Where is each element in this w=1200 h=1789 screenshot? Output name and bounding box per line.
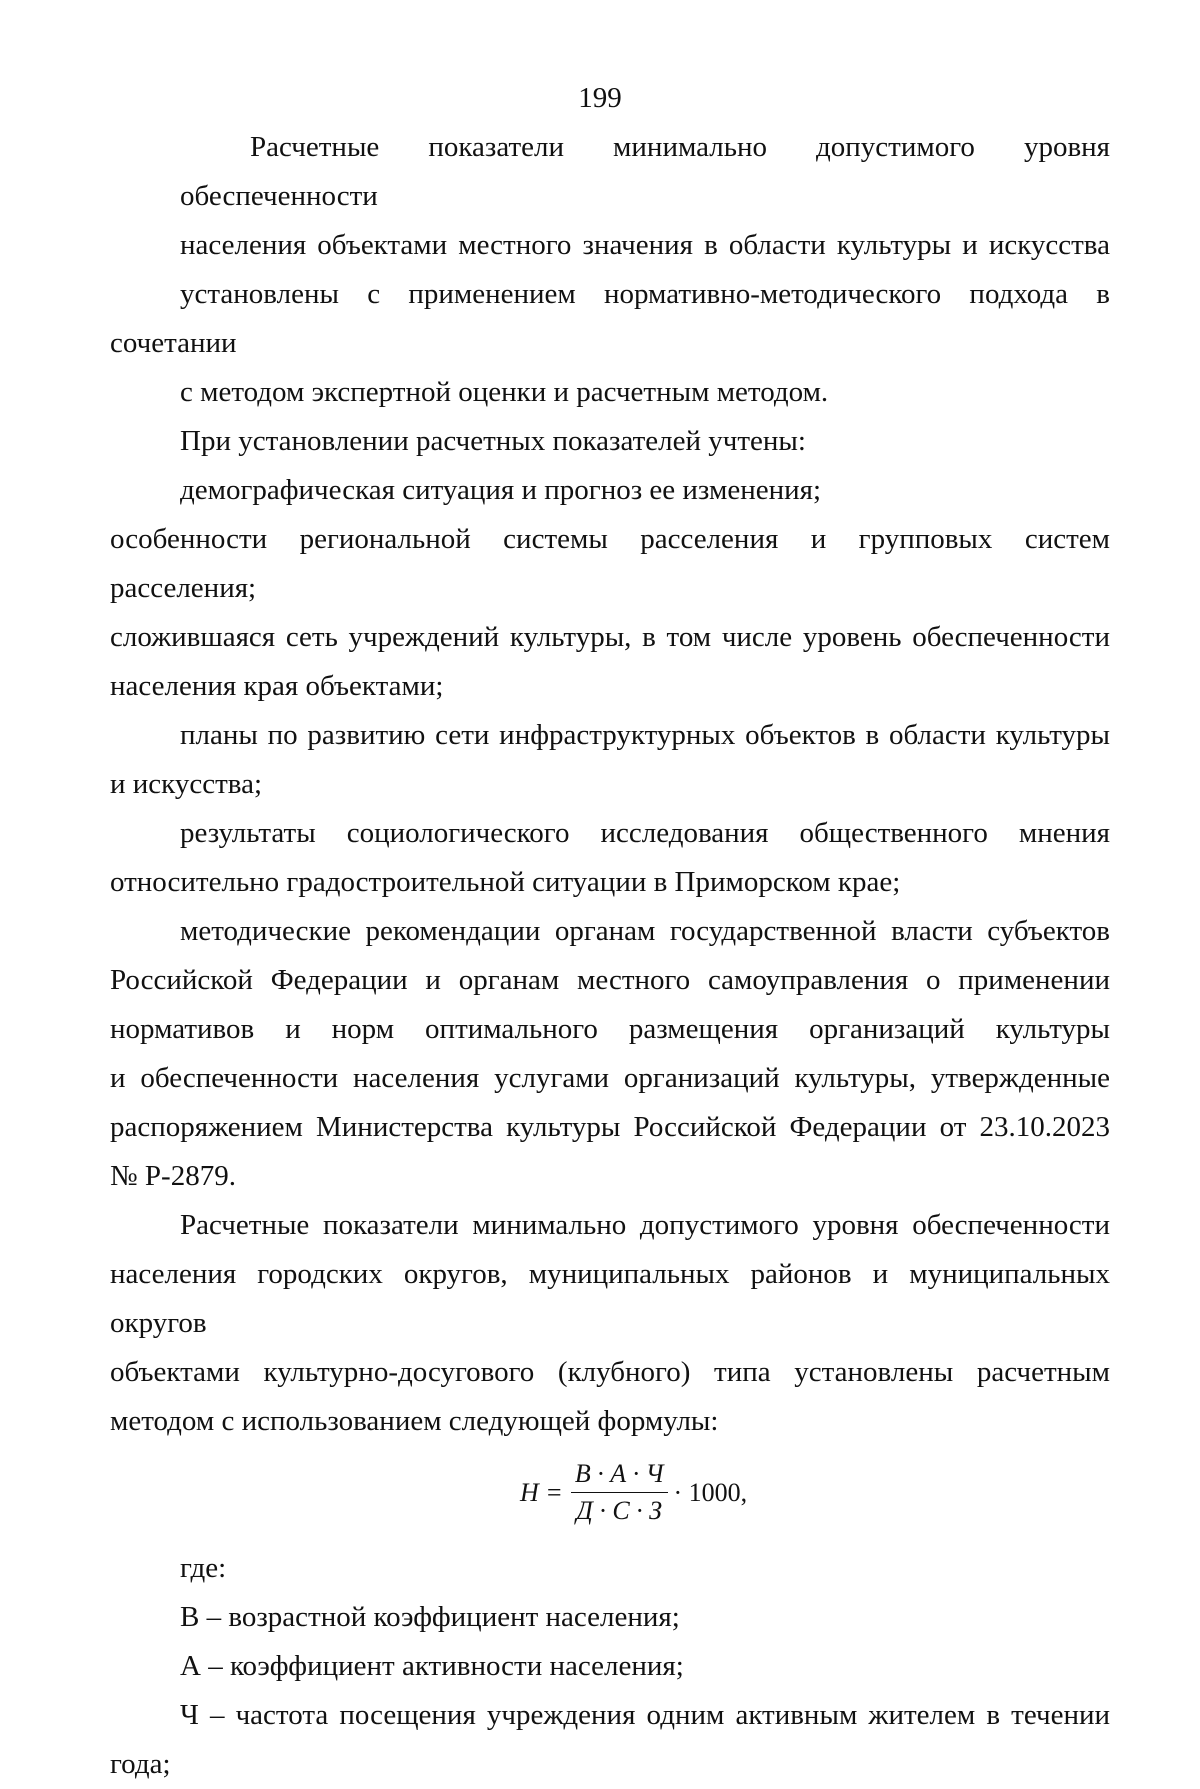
list-item-recommendations bbox=[110, 907, 1110, 1201]
text-line: с методом экспертной оценки и расчетным методом. bbox=[180, 376, 829, 408]
text-line: объектами культурно-досугового (клубного) типа установлены расчетным bbox=[110, 1356, 1110, 1388]
paragraph-formula-intro bbox=[110, 1201, 1110, 1446]
formula bbox=[110, 1450, 1110, 1540]
paragraph-methods bbox=[110, 123, 1110, 417]
formula-expression bbox=[520, 1458, 747, 1527]
paragraph-considered bbox=[110, 417, 1110, 466]
text-line: населения края объектами; bbox=[110, 670, 444, 702]
text-line: Расчетные показатели минимально допустимого уровня обеспеченности bbox=[180, 1209, 1110, 1241]
list-item-survey bbox=[110, 809, 1110, 907]
text-line: При установлении расчетных показателей учтены: bbox=[180, 425, 806, 457]
formula-rhs: · 1000, bbox=[673, 1478, 748, 1507]
legend-item-ch bbox=[110, 1691, 1110, 1789]
text-line: сложившаяся сеть учреждений культуры, в том числе уровень обеспеченности bbox=[110, 621, 1110, 653]
legend-item-b bbox=[110, 1593, 1110, 1642]
text-line: и искусства; bbox=[110, 768, 262, 800]
text-line: где: bbox=[180, 1552, 227, 1584]
text-line: Расчетные показатели минимально допустимого уровня обеспеченности bbox=[180, 131, 1110, 212]
text-line: распоряжением Министерства культуры Российской Федерации от 23.10.2023 bbox=[110, 1111, 1110, 1143]
formula-denominator: Д · С · З bbox=[576, 1496, 663, 1525]
text-line: методические рекомендации органам государственной власти субъектов bbox=[180, 915, 1110, 947]
list-item-demography bbox=[110, 466, 1110, 515]
text-line: В – возрастной коэффициент населения; bbox=[180, 1601, 680, 1633]
formula-numerator: В · А · Ч bbox=[571, 1458, 668, 1493]
text-line: Российской Федерации и органам местного самоуправления о применении bbox=[110, 964, 1110, 996]
list-item-settlement bbox=[110, 515, 1110, 613]
text-line: Ч – частота посещения учреждения одним активным жителем в течении bbox=[180, 1699, 1110, 1731]
formula-fraction bbox=[571, 1458, 668, 1527]
text-line: населения городских округов, муниципальных районов и муниципальных округов bbox=[110, 1258, 1110, 1339]
text-line: и обеспеченности населения услугами организаций культуры, утвержденные bbox=[110, 1062, 1110, 1094]
text-line: планы по развитию сети инфраструктурных объектов в области культуры bbox=[180, 719, 1110, 751]
formula-lhs: Н = bbox=[520, 1478, 563, 1507]
text-line: нормативов и норм оптимального размещения организаций культуры bbox=[110, 1013, 1110, 1045]
text-line: результаты социологического исследования общественного мнения bbox=[180, 817, 1110, 849]
document-body bbox=[110, 123, 1110, 1789]
text-line: года; bbox=[110, 1748, 171, 1780]
page-number: 199 bbox=[578, 82, 622, 114]
legend-item-a bbox=[110, 1642, 1110, 1691]
text-line: установлены с применением нормативно-методического подхода в сочетании bbox=[110, 278, 1110, 359]
text-line: населения объектами местного значения в области культуры и искусства bbox=[180, 229, 1110, 261]
text-line: А – коэффициент активности населения; bbox=[180, 1650, 684, 1682]
text-line: относительно градостроительной ситуации в Приморском крае; bbox=[110, 866, 901, 898]
list-item-plans bbox=[110, 711, 1110, 809]
text-line: демографическая ситуация и прогноз ее изменения; bbox=[180, 474, 822, 506]
text-line: № Р-2879. bbox=[110, 1160, 236, 1192]
text-line: методом с использованием следующей формулы: bbox=[110, 1405, 719, 1437]
legend-intro bbox=[110, 1544, 1110, 1593]
list-item-network bbox=[110, 613, 1110, 711]
text-line: особенности региональной системы расселения и групповых систем расселения; bbox=[110, 523, 1110, 604]
